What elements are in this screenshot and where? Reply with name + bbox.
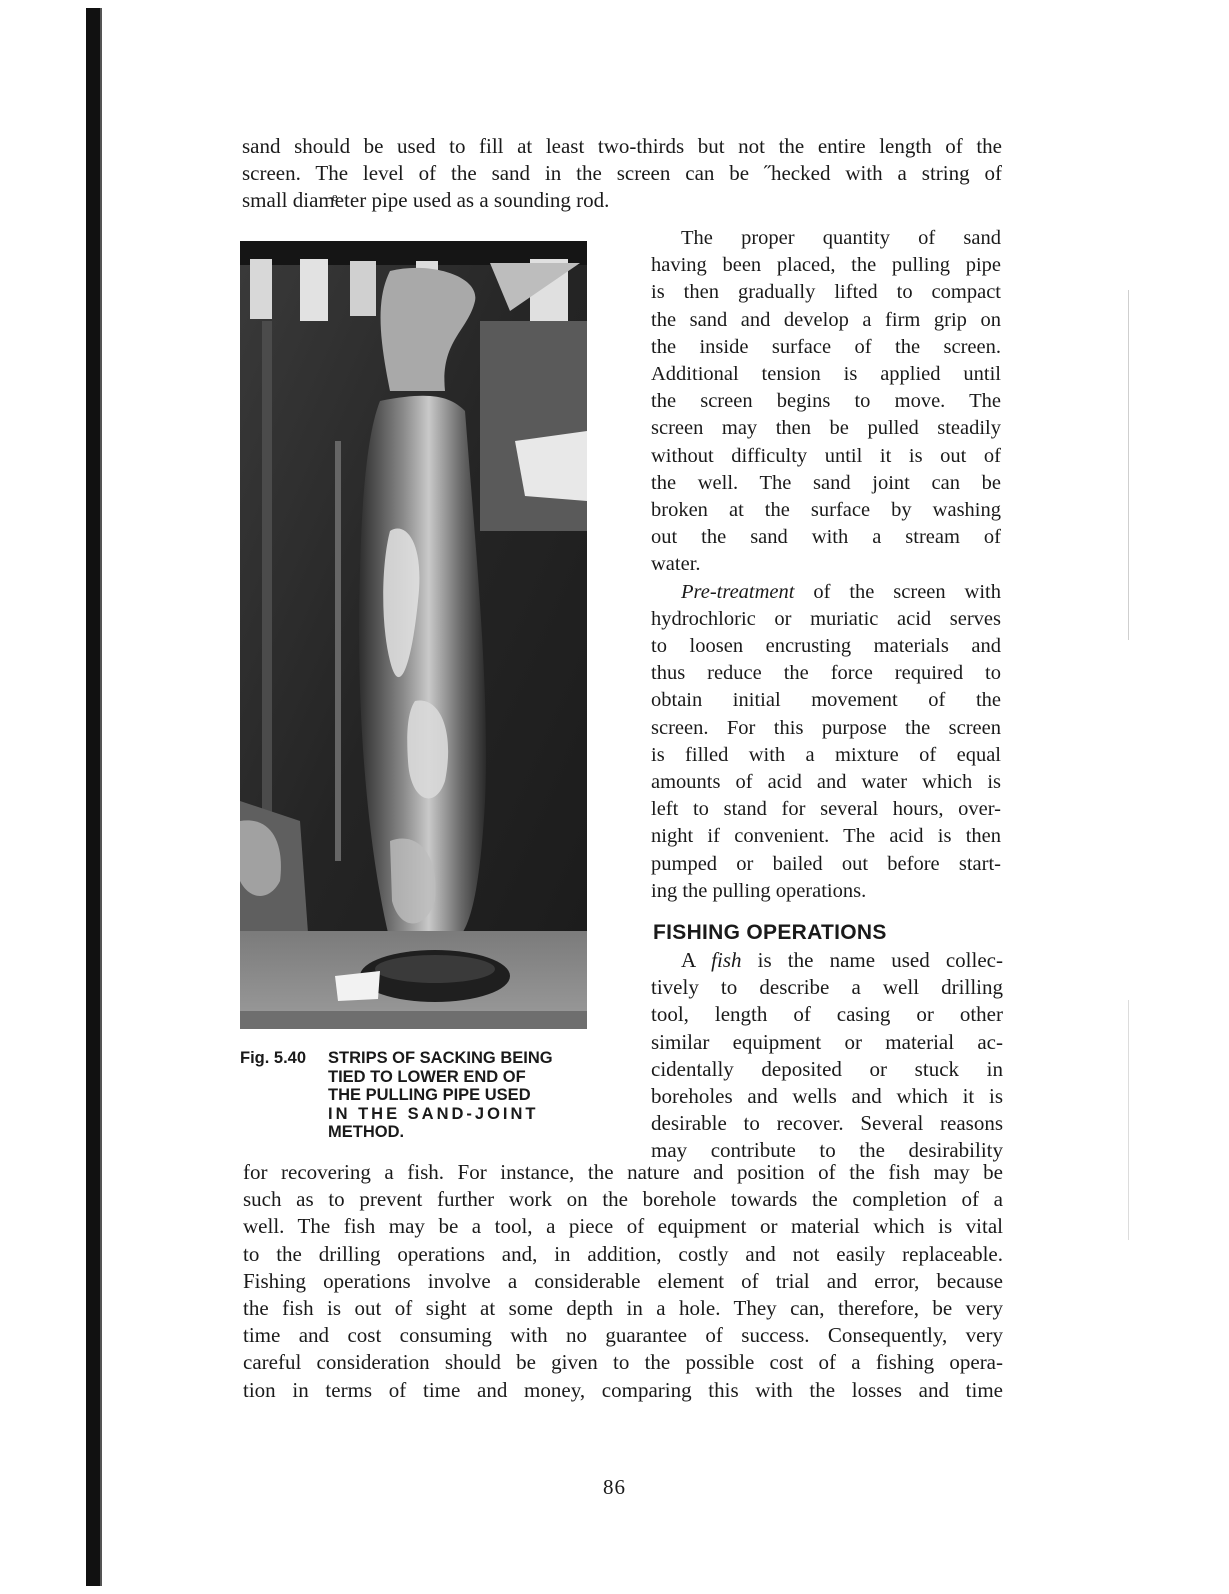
text-line: water. — [651, 553, 701, 576]
text-line: cidentally deposited or stuck in — [651, 1056, 1003, 1081]
caption-line: METHOD. — [328, 1123, 405, 1141]
text-line: the sand and develop a firm grip on — [651, 308, 1001, 331]
text-line: without difficulty until it is out of — [651, 444, 1001, 467]
caption-line: STRIPS OF SACKING BEING — [328, 1049, 553, 1067]
text-line: time and cost consuming with no guarantee of success. Consequently, very — [243, 1323, 1003, 1348]
text-line: thus reduce the force required to — [651, 662, 1001, 685]
text-line: careful consideration should be given to the possible cost of a fishing opera- — [243, 1350, 1003, 1375]
text-line — [651, 579, 1001, 606]
text-run: of the screen with — [794, 580, 1001, 603]
text-line: the screen begins to move. The — [651, 390, 1001, 413]
text-line: night if convenient. The acid is then — [651, 825, 1001, 848]
caption-line: TIED TO LOWER END OF — [328, 1067, 526, 1086]
scan-edge-shadow-thin — [100, 8, 102, 1586]
text-run: is the name used collec- — [741, 948, 1003, 972]
text-line: is filled with a mixture of equal — [651, 743, 1001, 766]
italic-term: Pre-treatment — [681, 580, 795, 603]
fishing-column-text — [651, 947, 1003, 1165]
top-paragraph — [242, 133, 1002, 215]
text-line: tool, length of casing or other — [651, 1002, 1003, 1027]
text-line: to the drilling operations and, in addition, costly and not easily replaceable. — [243, 1241, 1003, 1266]
text-line: Additional tension is applied until — [651, 363, 1001, 386]
text-line: well. The fish may be a tool, a piece of equipment or material which is vital — [243, 1214, 1003, 1239]
scan-edge-shadow — [86, 8, 100, 1586]
text-line: out the sand with a stream of — [651, 526, 1001, 549]
section-heading: FISHING OPERATIONS — [653, 921, 887, 944]
text-line: hydrochloric or muriatic acid serves — [651, 607, 1001, 630]
text-line: broken at the surface by washing — [651, 499, 1001, 522]
text-line: amounts of acid and water which is — [651, 771, 1001, 794]
right-column-text — [651, 225, 1001, 905]
text-line: sand should be used to fill at least two-thirds but not the entire length of the — [242, 134, 1002, 158]
text-line: is then gradually lifted to compact — [651, 281, 1001, 304]
text-line: to loosen encrusting materials and — [651, 635, 1001, 658]
caption-line: THE PULLING PIPE USED — [328, 1086, 531, 1104]
figure-caption-text — [328, 1049, 590, 1142]
text-line: such as to prevent further work on the borehole towards the completion of a — [243, 1187, 1003, 1212]
text-line: for recovering a fish. For instance, the nature and position of the fish may be — [243, 1160, 1003, 1184]
text-line: tion in terms of time and money, comparing this with the losses and time — [243, 1377, 1003, 1402]
text-line: having been placed, the pulling pipe — [651, 254, 1001, 277]
bottom-paragraph — [243, 1159, 1003, 1404]
scan-artifact-line — [1128, 290, 1129, 640]
text-line: boreholes and wells and which it is — [651, 1084, 1003, 1109]
sacking-pipe-photo-image — [240, 241, 587, 1029]
figure-number: Fig. 5.40 — [240, 1049, 307, 1067]
text-line: The proper quantity of sand — [681, 227, 1001, 249]
page-number: 86 — [603, 1475, 626, 1499]
text-line: similar equipment or material ac- — [651, 1029, 1003, 1054]
caption-line: IN THE SAND-JOINT — [328, 1104, 539, 1123]
text-line: screen may then be pulled steadily — [651, 417, 1001, 440]
text-line: desirable to recover. Several reasons — [651, 1111, 1003, 1136]
text-line: the fish is out of sight at some depth in a hole. They can, therefore, be very — [243, 1296, 1003, 1321]
text-line: screen. For this purpose the screen — [651, 716, 1001, 739]
text-line: tively to describe a well drilling — [651, 975, 1003, 1000]
text-line: ing the pulling operations. — [651, 879, 867, 902]
text-line: screen. The level of the sand in the screen can be ˝hecked with a string of — [242, 161, 1002, 186]
text-run: A — [681, 948, 712, 972]
figure-photo — [240, 241, 587, 1029]
text-line — [651, 947, 1003, 974]
text-line: left to stand for several hours, over- — [651, 798, 1001, 821]
text-line: obtain initial movement of the — [651, 689, 1001, 712]
text-line: pumped or bailed out before start- — [651, 852, 1001, 875]
text-line: small diamͤeter pipe used as a sounding rod. — [242, 188, 610, 213]
scan-artifact-line-lower — [1128, 1000, 1129, 1240]
text-line: the well. The sand joint can be — [651, 471, 1001, 494]
italic-term: fish — [711, 948, 742, 972]
text-line: may contribute to the desirability — [651, 1138, 1003, 1163]
text-line: Fishing operations involve a considerable element of trial and error, because — [243, 1268, 1003, 1293]
text-line: the inside surface of the screen. — [651, 335, 1001, 358]
